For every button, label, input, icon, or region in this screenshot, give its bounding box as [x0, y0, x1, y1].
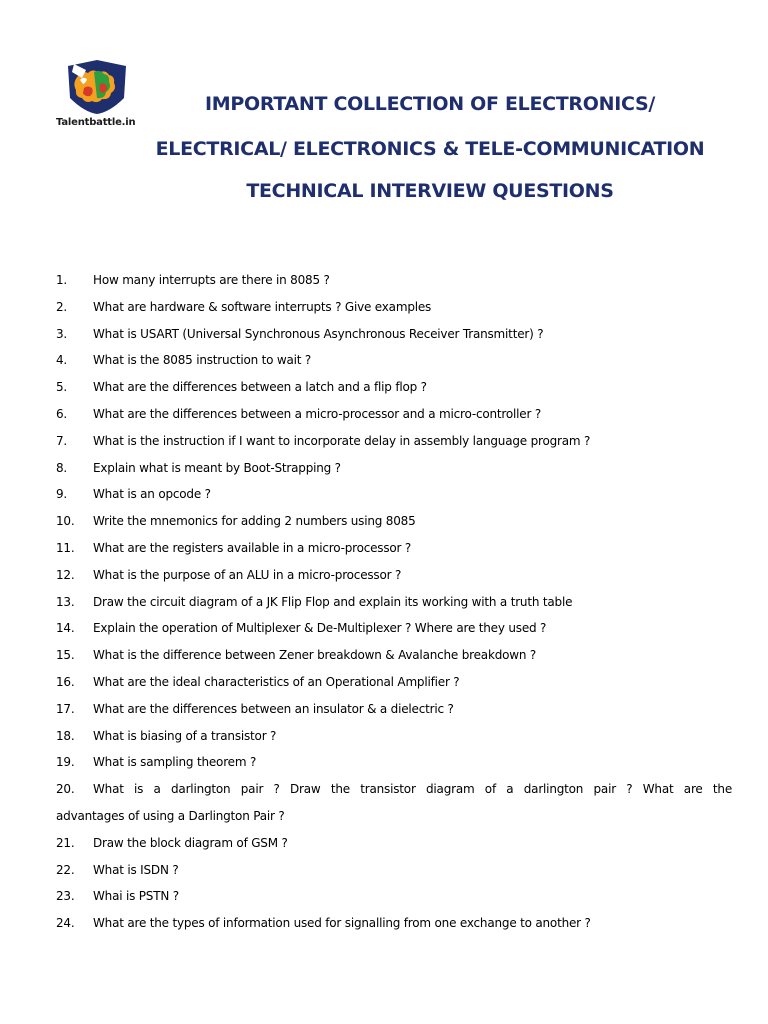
question-text: How many interrupts are there in 8085 ?: [93, 273, 330, 287]
question-text: What is the 8085 instruction to wait ?: [93, 353, 312, 368]
question-text: What is the purpose of an ALU in a micro-processor ?: [93, 567, 402, 582]
question-item: [56, 592, 732, 619]
question-item: [56, 565, 732, 592]
question-number: 5.: [56, 380, 68, 395]
question-text-continued: advantages of using a Darlington Pair ?: [56, 808, 285, 823]
question-text: Explain the operation of Multiplexer & De-Multiplexer ? Where are they used ?: [93, 621, 547, 636]
question-number: 1.: [56, 273, 68, 287]
title-line-1: IMPORTANT COLLECTION OF ELECTRONICS/: [204, 93, 655, 115]
question-item: [56, 752, 732, 779]
question-number: 15.: [56, 648, 75, 663]
question-number: 4.: [56, 353, 68, 368]
question-item: [56, 833, 732, 860]
question-number: 16.: [56, 674, 75, 689]
question-number: 6.: [56, 406, 68, 421]
question-item: [56, 377, 732, 404]
question-item: [56, 270, 732, 297]
question-text: What are the differences between an insulator & a dielectric ?: [93, 701, 454, 716]
question-text: What is a darlington pair ? Draw the transistor diagram of a darlington pair ? What are the: [93, 782, 732, 797]
question-text: Draw the block diagram of GSM ?: [93, 835, 288, 850]
question-item: [56, 618, 732, 645]
question-item: [56, 538, 732, 565]
question-item: [56, 886, 732, 913]
question-text: What is ISDN ?: [93, 862, 179, 877]
question-number: 17.: [56, 701, 75, 716]
question-number: 23.: [56, 889, 75, 904]
question-text: What are the differences between a micro-processor and a micro-controller ?: [93, 406, 541, 421]
question-number: 21.: [56, 835, 75, 850]
question-text: What are the differences between a latch and a flip flop ?: [93, 380, 427, 395]
question-item: [56, 431, 732, 458]
question-item: [56, 913, 732, 940]
question-number: 14.: [56, 621, 75, 636]
question-number: 19.: [56, 755, 75, 770]
question-text: What is the instruction if I want to incorporate delay in assembly language program ?: [93, 433, 591, 448]
question-number: 12.: [56, 567, 75, 582]
question-text: What are the registers available in a micro-processor ?: [93, 540, 412, 555]
question-item: [56, 458, 732, 485]
question-item: [56, 324, 732, 351]
question-number: 2.: [56, 299, 68, 314]
title-line-3: TECHNICAL INTERVIEW QUESTIONS: [246, 180, 614, 202]
question-number: 18.: [56, 728, 75, 743]
logo-text: Talentbattle.in: [56, 117, 136, 128]
question-item: [56, 645, 732, 672]
question-number: 9.: [56, 487, 68, 502]
question-text: Whai is PSTN ?: [93, 889, 179, 904]
question-text: Draw the circuit diagram of a JK Flip Flop and explain its working with a truth table: [93, 594, 573, 609]
question-text: What are the types of information used for signalling from one exchange to another ?: [93, 916, 591, 931]
question-number: 8.: [56, 460, 68, 475]
question-item: [56, 860, 732, 887]
question-number: 13.: [56, 594, 75, 609]
question-item: [56, 779, 732, 833]
question-number: 10.: [56, 514, 75, 529]
question-item: [56, 511, 732, 538]
question-number: 7.: [56, 433, 68, 448]
question-item: [56, 726, 732, 753]
question-text: What are hardware & software interrupts ? Give examples: [93, 299, 432, 314]
question-number: 22.: [56, 862, 75, 877]
question-number: 3.: [56, 326, 68, 341]
question-item: [56, 672, 732, 699]
question-item: [56, 699, 732, 726]
question-item: [56, 297, 732, 324]
question-number: 11.: [56, 540, 75, 555]
question-text: What are the ideal characteristics of an Operational Amplifier ?: [93, 674, 460, 689]
question-text: What is sampling theorem ?: [93, 755, 257, 770]
question-text: What is biasing of a transistor ?: [93, 728, 277, 743]
question-item: [56, 350, 732, 377]
question-text: What is USART (Universal Synchronous Asynchronous Receiver Transmitter) ?: [93, 326, 544, 341]
question-text: Write the mnemonics for adding 2 numbers using 8085: [93, 514, 416, 529]
question-list: [56, 270, 732, 940]
question-text: Explain what is meant by Boot-Strapping ?: [93, 460, 341, 475]
question-item: [56, 404, 732, 431]
question-number: 20.: [56, 782, 75, 797]
title-line-2: ELECTRICAL/ ELECTRONICS & TELE-COMMUNICATION: [155, 138, 705, 160]
question-text: What is the difference between Zener breakdown & Avalanche breakdown ?: [93, 648, 537, 663]
question-text: What is an opcode ?: [93, 487, 211, 502]
question-number: 24.: [56, 916, 75, 931]
question-item: [56, 484, 732, 511]
